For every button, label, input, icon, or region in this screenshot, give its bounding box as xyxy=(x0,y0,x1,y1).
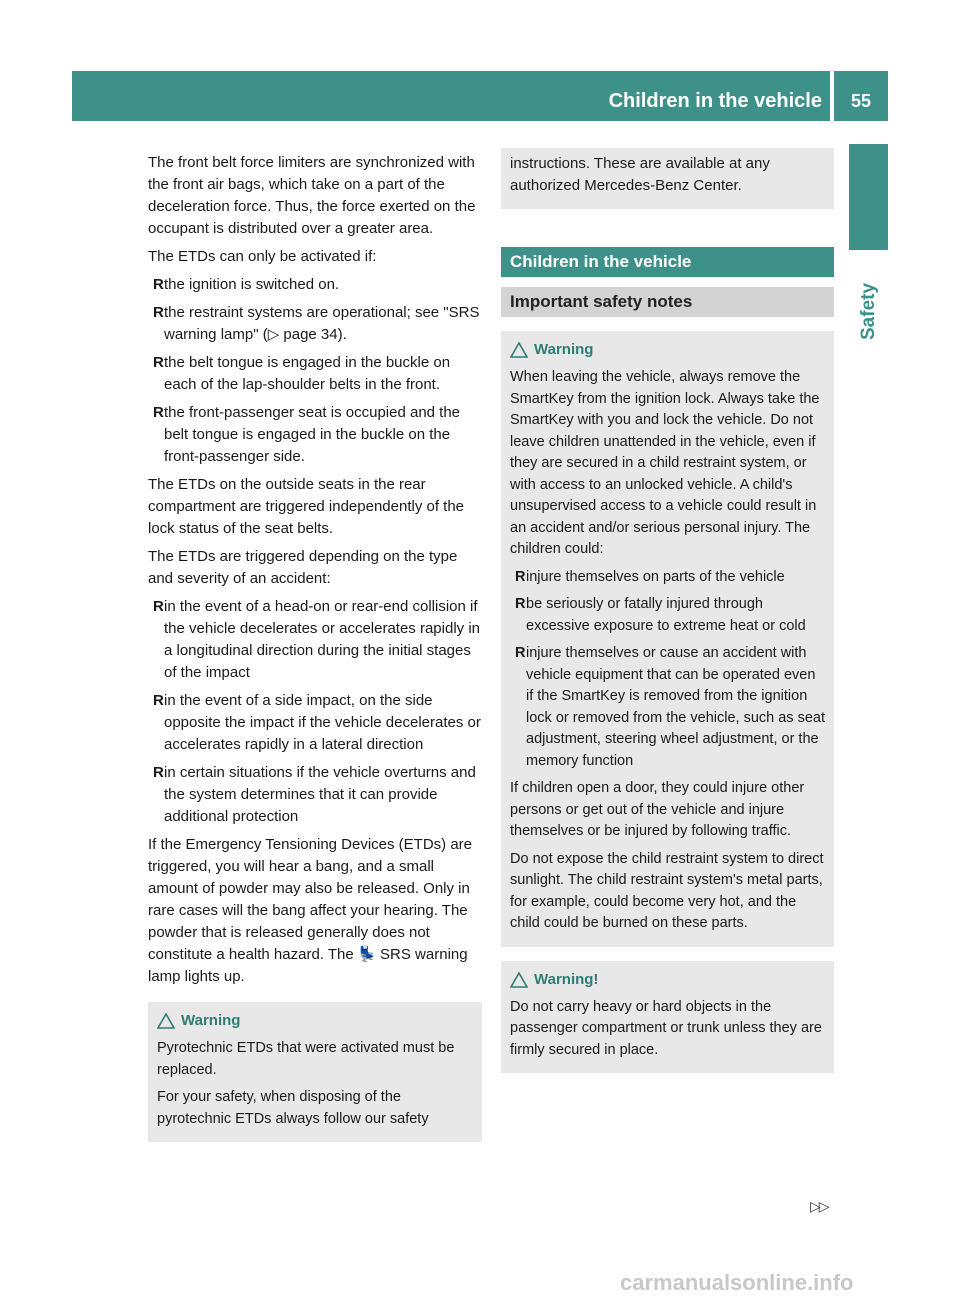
bullet-icon: R xyxy=(153,692,164,709)
list-item: R injure themselves or cause an accident with vehicle equipment that can be operated even if the SmartKey is removed from the ignition lock or removed from the vehicle, such as seat adjustment, steering wheel adjustment, or the memory function xyxy=(515,645,825,769)
paragraph: If the Emergency Tensioning Devices (ETDs) are triggered, you will hear a bang, and a small amount of powder may also be released. Only in rare cases will the bang affect your hearing. The powder that is released generally does not constitute a health hazard. The 💺 SRS warning lamp lights up. xyxy=(148,836,473,985)
list-item: R the belt tongue is engaged in the buckle on each of the lap-shoulder belts in the front. xyxy=(153,354,451,393)
continue-arrows-icon: ▷▷ xyxy=(810,1198,828,1214)
bullet-icon: R xyxy=(153,764,164,781)
paragraph: The ETDs on the outside seats in the rear compartment are triggered independently of the lock status of the seat belts. xyxy=(148,476,465,537)
list-item xyxy=(148,302,482,346)
list-item: R the front-passenger seat is occupied and the belt tongue is engaged in the buckle on the front-passenger side. xyxy=(153,404,461,465)
bullet-icon: R xyxy=(153,276,164,293)
warning-text: Do not expose the child restraint system to direct sunlight. The child restraint system's metal parts, for example, could become very hot, and the child could be burned on these parts. xyxy=(510,850,824,931)
warning-text: Do not carry heavy or hard objects in the passenger compartment or trunk unless they are firmly secured in place. xyxy=(510,998,822,1058)
warning-box xyxy=(501,961,834,1074)
side-tab-marker xyxy=(849,144,888,250)
subsection-heading: Important safety notes xyxy=(501,287,834,317)
section-heading: Children in the vehicle xyxy=(501,247,834,277)
warning-box xyxy=(501,331,834,947)
trigger-list xyxy=(148,596,482,828)
risk-list xyxy=(510,567,825,773)
paragraph: The ETDs can only be activated if: xyxy=(148,248,377,265)
warning-continuation xyxy=(501,148,834,209)
warning-title: Warning! xyxy=(534,970,599,988)
warning-triangle-icon xyxy=(510,342,528,358)
page-reference-link[interactable]: the restraint systems are operational; see "SRS warning lamp" (▷ page 34). xyxy=(164,304,480,343)
left-column xyxy=(148,152,482,1142)
list-item: R injure themselves on parts of the vehicle xyxy=(510,567,825,589)
warning-text: If children open a door, they could injure other persons or get out of the vehicle and injure themselves or be injured by following traffic. xyxy=(510,780,805,839)
list-item: R in the event of a head-on or rear-end collision if the vehicle decelerates or accelerates rapidly in a longitudinal direction during the initial stages of the impact xyxy=(153,598,481,681)
warning-text: instructions. These are available at any authorized Mercedes-Benz Center. xyxy=(510,155,770,194)
warning-text: For your safety, when disposing of the pyrotechnic ETDs always follow our safety xyxy=(157,1089,429,1127)
list-item: R in certain situations if the vehicle overturns and the system determines that it can provide additional protection xyxy=(153,764,476,825)
bullet-icon: R xyxy=(515,568,526,585)
list-item: R be seriously or fatally injured through excessive exposure to extreme heat or cold xyxy=(515,596,806,634)
bullet-icon: R xyxy=(153,354,164,371)
bullet-icon: R xyxy=(153,304,164,321)
warning-box xyxy=(148,1002,482,1142)
list-item: R in the event of a side impact, on the side opposite the impact if the vehicle decelerates or accelerates rapidly in a lateral direction xyxy=(153,692,481,753)
conditions-list xyxy=(148,274,482,468)
page-number: 55 xyxy=(850,91,872,111)
warning-text: Pyrotechnic ETDs that were activated must be replaced. xyxy=(157,1040,455,1078)
right-column xyxy=(501,152,834,1073)
paragraph: The front belt force limiters are synchronized with the front air bags, which take on a part of the deceleration force. Thus, the force exerted on the occupant is distributed over a greater area. xyxy=(148,154,476,237)
warning-text: When leaving the vehicle, always remove the SmartKey from the ignition lock. Always take the SmartKey with you and lock the vehicle. Do not leave children unattended in the vehicle, even if they are secured in a child restraint system, or with access to an unlocked vehicle. A child's unsupervised access to a vehicle could result in an accident and/or serious personal injury. The children could: xyxy=(510,369,820,557)
bullet-icon: R xyxy=(153,404,164,421)
page-header-title: Children in the vehicle xyxy=(608,90,822,112)
warning-title: Warning xyxy=(534,341,594,358)
warning-triangle-icon xyxy=(510,972,528,988)
watermark: carmanualsonline.info xyxy=(620,1270,854,1295)
bullet-icon: R xyxy=(515,596,526,612)
paragraph: The ETDs are triggered depending on the type and severity of an accident: xyxy=(148,548,458,587)
srs-airbag-icon: 💺 xyxy=(357,946,377,963)
warning-triangle-icon xyxy=(157,1013,175,1029)
bullet-icon: R xyxy=(153,598,164,615)
bullet-icon: R xyxy=(515,645,526,661)
list-item: R the ignition is switched on. xyxy=(148,274,482,296)
warning-title: Warning xyxy=(181,1012,241,1029)
side-tab-label: Safety xyxy=(858,282,879,340)
